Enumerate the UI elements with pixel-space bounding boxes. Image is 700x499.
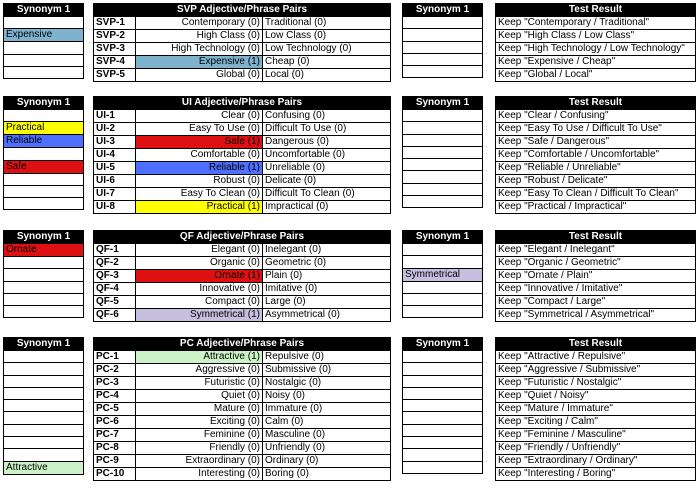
positive-adjective[interactable]: Ornate (1) <box>136 270 263 283</box>
synonym-1-table <box>3 96 84 210</box>
pair-code[interactable]: QF-2 <box>94 257 136 270</box>
synonym-cell[interactable] <box>403 375 483 387</box>
positive-adjective[interactable]: Reliable (1) <box>136 162 263 175</box>
test-result-header[interactable]: Test Result <box>496 4 696 17</box>
test-result-cell[interactable]: Keep "Feminine / Masculine" <box>496 429 696 442</box>
negative-adjective[interactable]: Ordinary (0) <box>263 455 391 468</box>
negative-adjective[interactable]: Local (0) <box>263 69 391 82</box>
negative-adjective[interactable]: Geometric (0) <box>263 257 391 270</box>
positive-adjective[interactable]: Global (0) <box>136 69 263 82</box>
positive-adjective[interactable]: Aggressive (0) <box>136 364 263 377</box>
synonym-cell[interactable] <box>4 148 84 160</box>
synonym-cell[interactable] <box>4 387 84 399</box>
pair-code[interactable]: SVP-5 <box>94 69 136 82</box>
test-result-table <box>495 337 696 481</box>
table-row <box>94 162 391 175</box>
negative-adjective[interactable]: Masculine (0) <box>263 429 391 442</box>
negative-adjective[interactable]: Difficult To Use (0) <box>263 123 391 136</box>
test-result-cell[interactable]: Keep "Quiet / Noisy" <box>496 390 696 403</box>
synonym-cell[interactable]: Symmetrical <box>403 268 483 281</box>
table-row <box>94 283 391 296</box>
synonym-cell[interactable] <box>403 412 483 424</box>
synonym-cell[interactable]: Expensive <box>4 29 84 42</box>
test-result-cell[interactable]: Keep "Comfortable / Uncomfortable" <box>496 149 696 162</box>
synonym-cell[interactable] <box>4 257 84 269</box>
synonym-cell[interactable] <box>4 424 84 436</box>
pair-code[interactable]: UI-7 <box>94 188 136 201</box>
test-result-cell[interactable]: Keep "Futuristic / Nostalgic" <box>496 377 696 390</box>
pair-code[interactable]: PC-6 <box>94 416 136 429</box>
synonym-cell[interactable] <box>4 412 84 424</box>
negative-adjective[interactable]: Immature (0) <box>263 403 391 416</box>
test-result-cell[interactable]: Keep "Elegant / Inelegant" <box>496 244 696 257</box>
synonym-cell[interactable] <box>403 159 483 171</box>
positive-adjective[interactable]: Elegant (0) <box>136 244 263 257</box>
pair-code[interactable]: PC-2 <box>94 364 136 377</box>
table-row <box>94 175 391 188</box>
positive-adjective[interactable]: Quiet (0) <box>136 390 263 403</box>
synonym-header[interactable]: Synonym 1 <box>403 231 483 244</box>
synonym-cell[interactable] <box>403 244 483 256</box>
synonym-cell[interactable] <box>403 171 483 183</box>
positive-adjective[interactable]: Extraordinary (0) <box>136 455 263 468</box>
negative-adjective[interactable]: Confusing (0) <box>263 110 391 123</box>
synonym-cell[interactable] <box>4 363 84 375</box>
pair-code[interactable]: PC-5 <box>94 403 136 416</box>
table-row <box>94 43 391 56</box>
synonym-cell[interactable] <box>403 306 483 318</box>
synonym-cell[interactable] <box>4 110 84 122</box>
synonym-cell[interactable] <box>403 293 483 305</box>
test-result-cell[interactable]: Keep "Robust / Delicate" <box>496 175 696 188</box>
positive-adjective[interactable]: Contemporary (0) <box>136 17 263 30</box>
synonym-cell[interactable] <box>403 110 483 122</box>
test-result-cell[interactable]: Keep "Friendly / Unfriendly" <box>496 442 696 455</box>
synonym-cell[interactable] <box>403 400 483 412</box>
pair-code[interactable]: UI-4 <box>94 149 136 162</box>
test-result-header[interactable]: Test Result <box>496 97 696 110</box>
adjective-pair-table <box>93 337 391 481</box>
pair-code[interactable]: PC-4 <box>94 390 136 403</box>
synonym-cell[interactable] <box>403 66 483 78</box>
synonym-cell[interactable] <box>403 351 483 363</box>
test-result-cell[interactable]: Keep "Exciting / Calm" <box>496 416 696 429</box>
pair-code[interactable]: QF-5 <box>94 296 136 309</box>
pair-code[interactable]: UI-8 <box>94 201 136 214</box>
table-row <box>94 309 391 322</box>
synonym-cell[interactable] <box>4 17 84 29</box>
pair-code[interactable]: QF-3 <box>94 270 136 283</box>
positive-adjective[interactable]: Friendly (0) <box>136 442 263 455</box>
positive-adjective[interactable]: High Class (0) <box>136 30 263 43</box>
positive-adjective[interactable]: Feminine (0) <box>136 429 263 442</box>
negative-adjective[interactable]: Cheap (0) <box>263 56 391 69</box>
negative-adjective[interactable]: Nostalgic (0) <box>263 377 391 390</box>
synonym-2-table <box>402 3 483 78</box>
synonym-1-table <box>3 3 84 79</box>
synonym-header[interactable]: Synonym 1 <box>4 97 84 110</box>
positive-adjective[interactable]: Organic (0) <box>136 257 263 270</box>
synonym-cell[interactable] <box>403 196 483 208</box>
synonym-cell[interactable]: Safe <box>4 160 84 173</box>
pair-code[interactable]: QF-1 <box>94 244 136 257</box>
synonym-cell[interactable] <box>4 351 84 363</box>
test-result-table <box>495 3 696 82</box>
test-result-cell[interactable]: Keep "Extraordinary / Ordinary" <box>496 455 696 468</box>
synonym-cell[interactable] <box>4 400 84 412</box>
table-row <box>94 110 391 123</box>
table-row <box>94 364 391 377</box>
positive-adjective[interactable]: Robust (0) <box>136 175 263 188</box>
synonym-cell[interactable] <box>4 173 84 185</box>
synonym-cell[interactable] <box>4 437 84 449</box>
synonym-cell[interactable] <box>4 54 84 66</box>
positive-adjective[interactable]: Safe (1) <box>136 136 263 149</box>
positive-adjective[interactable]: Innovative (0) <box>136 283 263 296</box>
table-row <box>94 69 391 82</box>
synonym-cell[interactable]: Attractive <box>4 461 84 474</box>
negative-adjective[interactable]: Unreliable (0) <box>263 162 391 175</box>
test-result-table <box>495 96 696 214</box>
positive-adjective[interactable]: Exciting (0) <box>136 416 263 429</box>
negative-adjective[interactable]: Low Class (0) <box>263 30 391 43</box>
negative-adjective[interactable]: Imitative (0) <box>263 283 391 296</box>
synonym-header[interactable]: Synonym 1 <box>403 4 483 17</box>
table-row <box>94 244 391 257</box>
negative-adjective[interactable]: Dangerous (0) <box>263 136 391 149</box>
positive-adjective[interactable]: Mature (0) <box>136 403 263 416</box>
synonym-header[interactable]: Synonym 1 <box>403 338 483 351</box>
pair-code[interactable]: SVP-4 <box>94 56 136 69</box>
test-result-cell[interactable]: Keep "Safe / Dangerous" <box>496 136 696 149</box>
table-row <box>94 351 391 364</box>
positive-adjective[interactable]: Compact (0) <box>136 296 263 309</box>
positive-adjective[interactable]: Symmetrical (1) <box>136 309 263 322</box>
test-result-header[interactable]: Test Result <box>496 338 696 351</box>
synonym-cell[interactable] <box>403 424 483 436</box>
test-result-cell[interactable]: Keep "Interesting / Boring" <box>496 468 696 481</box>
synonym-cell[interactable]: Practical <box>4 122 84 135</box>
pair-code[interactable]: PC-10 <box>94 468 136 481</box>
negative-adjective[interactable]: Traditional (0) <box>263 17 391 30</box>
synonym-header[interactable]: Synonym 1 <box>4 338 84 351</box>
synonym-cell[interactable] <box>4 198 84 210</box>
negative-adjective[interactable]: Low Technology (0) <box>263 43 391 56</box>
pair-code[interactable]: UI-2 <box>94 123 136 136</box>
synonym-header[interactable]: Synonym 1 <box>4 4 84 17</box>
positive-adjective[interactable]: Practical (1) <box>136 201 263 214</box>
positive-adjective[interactable]: Expensive (1) <box>136 56 263 69</box>
synonym-cell[interactable]: Reliable <box>4 135 84 148</box>
negative-adjective[interactable]: Large (0) <box>263 296 391 309</box>
negative-adjective[interactable]: Uncomfortable (0) <box>263 149 391 162</box>
pair-code[interactable]: UI-6 <box>94 175 136 188</box>
table-row <box>94 377 391 390</box>
negative-adjective[interactable]: Difficult To Clean (0) <box>263 188 391 201</box>
synonym-cell[interactable] <box>4 281 84 293</box>
table-row <box>94 136 391 149</box>
synonym-cell[interactable] <box>403 387 483 399</box>
adjective-pair-table <box>93 96 391 214</box>
test-result-cell[interactable]: Keep "High Technology / Low Technology" <box>496 43 696 56</box>
negative-adjective[interactable]: Inelegant (0) <box>263 244 391 257</box>
synonym-cell[interactable] <box>4 449 84 461</box>
negative-adjective[interactable]: Repulsive (0) <box>263 351 391 364</box>
positive-adjective[interactable]: Clear (0) <box>136 110 263 123</box>
synonym-cell[interactable] <box>403 122 483 134</box>
negative-adjective[interactable]: Impractical (0) <box>263 201 391 214</box>
section-title[interactable]: PC Adjective/Phrase Pairs <box>94 338 391 351</box>
pair-code[interactable]: SVP-3 <box>94 43 136 56</box>
pair-code[interactable]: UI-3 <box>94 136 136 149</box>
synonym-2-table <box>402 96 483 208</box>
positive-adjective[interactable]: Attractive (1) <box>136 351 263 364</box>
adjective-pair-table <box>93 230 391 322</box>
table-row <box>94 17 391 30</box>
synonym-2-table <box>402 337 483 474</box>
positive-adjective[interactable]: Comfortable (0) <box>136 149 263 162</box>
pair-code[interactable]: UI-1 <box>94 110 136 123</box>
pair-code[interactable]: QF-4 <box>94 283 136 296</box>
pair-code[interactable]: PC-7 <box>94 429 136 442</box>
negative-adjective[interactable]: Noisy (0) <box>263 390 391 403</box>
synonym-cell[interactable] <box>403 53 483 65</box>
table-row <box>94 149 391 162</box>
table-row <box>94 429 391 442</box>
test-result-cell[interactable]: Keep "Attractive / Repulsive" <box>496 351 696 364</box>
test-result-cell[interactable]: Keep "Easy To Clean / Difficult To Clean" <box>496 188 696 201</box>
negative-adjective[interactable]: Boring (0) <box>263 468 391 481</box>
synonym-cell[interactable] <box>403 437 483 449</box>
adjective-pair-table <box>93 3 391 82</box>
test-result-cell[interactable]: Keep "Practical / Impractical" <box>496 201 696 214</box>
synonym-cell[interactable] <box>403 134 483 146</box>
section-title[interactable]: UI Adjective/Phrase Pairs <box>94 97 391 110</box>
pair-code[interactable]: PC-8 <box>94 442 136 455</box>
positive-adjective[interactable]: Interesting (0) <box>136 468 263 481</box>
synonym-cell[interactable] <box>4 66 84 78</box>
synonym-cell[interactable] <box>403 146 483 158</box>
test-result-cell[interactable]: Keep "Global / Local" <box>496 69 696 82</box>
synonym-cell[interactable] <box>403 183 483 195</box>
table-row <box>94 123 391 136</box>
table-row <box>94 188 391 201</box>
pair-code[interactable]: SVP-2 <box>94 30 136 43</box>
table-row <box>94 442 391 455</box>
section-title[interactable]: QF Adjective/Phrase Pairs <box>94 231 391 244</box>
synonym-cell[interactable] <box>403 256 483 268</box>
synonym-cell[interactable] <box>403 281 483 293</box>
synonym-cell[interactable] <box>403 449 483 461</box>
synonym-cell[interactable] <box>403 17 483 29</box>
table-row <box>94 257 391 270</box>
negative-adjective[interactable]: Plain (0) <box>263 270 391 283</box>
table-row <box>94 30 391 43</box>
synonym-cell[interactable] <box>4 293 84 305</box>
test-result-cell[interactable]: Keep "Clear / Confusing" <box>496 110 696 123</box>
test-result-cell[interactable]: Keep "Organic / Geometric" <box>496 257 696 270</box>
test-result-cell[interactable]: Keep "Innovative / Imitative" <box>496 283 696 296</box>
test-result-cell[interactable]: Keep "Expensive / Cheap" <box>496 56 696 69</box>
synonym-cell[interactable] <box>4 269 84 281</box>
table-row <box>94 416 391 429</box>
synonym-cell[interactable] <box>403 363 483 375</box>
synonym-cell[interactable] <box>403 41 483 53</box>
test-result-cell[interactable]: Keep "Mature / Immature" <box>496 403 696 416</box>
positive-adjective[interactable]: Easy To Clean (0) <box>136 188 263 201</box>
synonym-header[interactable]: Synonym 1 <box>403 97 483 110</box>
negative-adjective[interactable]: Submissive (0) <box>263 364 391 377</box>
test-result-cell[interactable]: Keep "Aggressive / Submissive" <box>496 364 696 377</box>
test-result-cell[interactable]: Keep "Reliable / Unreliable" <box>496 162 696 175</box>
synonym-cell[interactable] <box>4 306 84 318</box>
negative-adjective[interactable]: Unfriendly (0) <box>263 442 391 455</box>
positive-adjective[interactable]: Easy To Use (0) <box>136 123 263 136</box>
test-result-cell[interactable]: Keep "Ornate / Plain" <box>496 270 696 283</box>
synonym-cell[interactable] <box>4 375 84 387</box>
test-result-cell[interactable]: Keep "Easy To Use / Difficult To Use" <box>496 123 696 136</box>
table-row <box>94 390 391 403</box>
synonym-header[interactable]: Synonym 1 <box>4 231 84 244</box>
table-row <box>94 403 391 416</box>
pair-code[interactable]: PC-9 <box>94 455 136 468</box>
synonym-cell[interactable] <box>4 42 84 54</box>
test-result-table <box>495 230 696 322</box>
test-result-cell[interactable]: Keep "Compact / Large" <box>496 296 696 309</box>
table-row <box>94 468 391 481</box>
pair-code[interactable]: PC-1 <box>94 351 136 364</box>
table-row <box>94 270 391 283</box>
pair-code[interactable]: SVP-1 <box>94 17 136 30</box>
negative-adjective[interactable]: Delicate (0) <box>263 175 391 188</box>
table-row <box>94 296 391 309</box>
negative-adjective[interactable]: Calm (0) <box>263 416 391 429</box>
positive-adjective[interactable]: Futuristic (0) <box>136 377 263 390</box>
synonym-cell[interactable] <box>403 461 483 473</box>
test-result-cell[interactable]: Keep "High Class / Low Class" <box>496 30 696 43</box>
table-row <box>94 201 391 214</box>
synonym-cell[interactable] <box>4 185 84 197</box>
synonym-1-table <box>3 230 84 318</box>
section-title[interactable]: SVP Adjective/Phrase Pairs <box>94 4 391 17</box>
pair-code[interactable]: UI-5 <box>94 162 136 175</box>
synonym-cell[interactable]: Ornate <box>4 244 84 257</box>
pair-code[interactable]: QF-6 <box>94 309 136 322</box>
table-row <box>94 56 391 69</box>
negative-adjective[interactable]: Asymmetrical (0) <box>263 309 391 322</box>
positive-adjective[interactable]: High Technology (0) <box>136 43 263 56</box>
pair-code[interactable]: PC-3 <box>94 377 136 390</box>
test-result-cell[interactable]: Keep "Symmetrical / Asymmetrical" <box>496 309 696 322</box>
synonym-cell[interactable] <box>403 29 483 41</box>
synonym-1-table <box>3 337 84 475</box>
test-result-cell[interactable]: Keep "Contemporary / Traditional" <box>496 17 696 30</box>
table-row <box>94 455 391 468</box>
test-result-header[interactable]: Test Result <box>496 231 696 244</box>
synonym-2-table <box>402 230 483 318</box>
